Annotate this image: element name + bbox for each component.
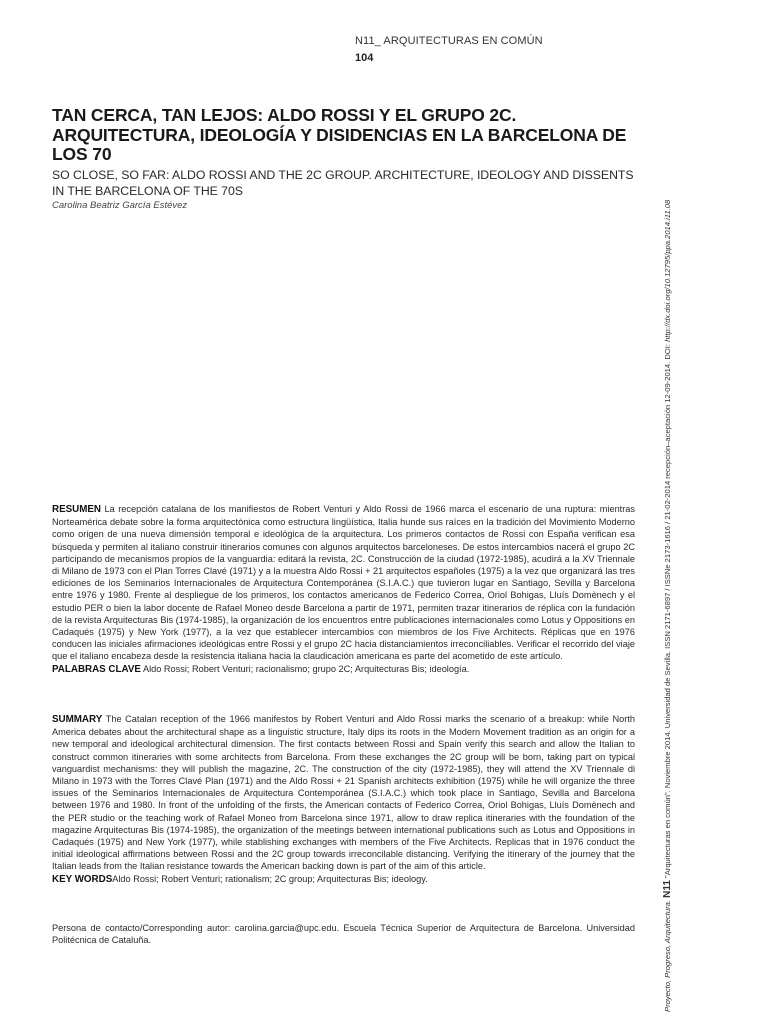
running-head: N11_ ARQUITECTURAS EN COMÚN xyxy=(355,35,543,47)
resumen-paragraph xyxy=(52,503,635,663)
side-issue-number: N11 xyxy=(662,880,673,898)
key-words-line xyxy=(52,873,635,886)
resumen-label: RESUMEN xyxy=(52,504,101,515)
resumen-text: La recepción catalana de los manifiestos de Robert Venturi y Aldo Rossi de 1966 marca el escenario de una ruptura: mientras Norteamérica debate sobre la forma arquitectónica como estructura lingüística, Italia hunde sus raíces en la tradición del Movimiento Moderno como origen de una nueva dimensión temporal e ideológica de la arquitectura. Los primeros contactos de Rossi con España verifican esa búsqueda y permiten al italiano construir itinerarios comunes con algunos arquitectos barceloneses. De estos intercambios nacerá el grupo 2C participando de mecanismos propios de la vanguardia: editará la revista, 2C. Construcción de la ciudad (1972-1985), acudirá a la XV Triennale di Milano de 1973 con el Plan Torres Clavé (1971) y a la muestra Aldo Rossi + 21 arquitectos españoles (1975) a la vez que organizará las tres ediciones de los Seminarios Internacionales de Arquitectura Contemporánea (S.I.A.C.) que tuvieron lugar en Santiago, Sevilla y Barcelona entre 1976 y 1980. Frente al despliegue de los primeros, los contactos americanos de Federico Correa, Oriol Bohigas, Lluís Domènech y el estudio PER o bien la labor docente de Rafael Moneo desde Barcelona a partir de 1971, permiten trazar itinerarios de réplica con la fundación de la revista Arquitecturas Bis (1974-1985), la organización de los encuentros entre publicaciones internacionales como Lotus y Oppositions en Cadaqués (1975) y New York (1977), a la vez que establecer intercambios con miembros de los Five Architects. Réplicas que en 1976 conducen las iniciales afirmaciones ideológicas entre Rossi y el grupo 2C hacia distanciamientos irreconciliables. Verificar el recorrido del viaje que el italiano encabeza desde la resistencia italiana hacia la claudicación americana es parte del acometido de este artículo. xyxy=(52,504,635,662)
page-number: 104 xyxy=(355,52,374,64)
contact-info xyxy=(52,922,635,946)
contact-label: Persona de contacto/Corresponding autor: xyxy=(52,923,231,933)
article-title-english: SO CLOSE, SO FAR: ALDO ROSSI AND THE 2C GROUP. ARCHITECTURE, IDEOLOGY AND DISSENTS IN THE BARCELONA OF THE 70S xyxy=(52,167,634,198)
title-block xyxy=(52,106,637,211)
side-doi-link[interactable]: http://dx.doi.org/10.12795/ppa.2014.i11.08 xyxy=(663,199,672,342)
summary-paragraph xyxy=(52,713,635,873)
palabras-clave-text: Aldo Rossi; Robert Venturi; racionalismo; grupo 2C; Arquitecturas Bis; ideología. xyxy=(142,663,470,674)
key-words-label: KEY WORDS xyxy=(52,873,113,885)
resumen-section xyxy=(52,503,635,676)
side-details: "Arquitecturas en común". Noviembre 2014. Universidad de Sevilla. ISSN 2171-6897 / ISSNe 2173-1616 / 21-02-2014 recepción–aceptación 12-09-2014. DOI: xyxy=(663,344,672,878)
summary-section xyxy=(52,713,635,886)
contact-text: carolina.garcia@upc.edu. Escuela Técnica Superior de Arquitectura de Barcelona. Universidad Politécnica de Cataluña. xyxy=(52,923,635,946)
author-name: Carolina Beatriz García Estévez xyxy=(52,199,188,211)
side-journal-name: Proyecto, Progreso, Arquitectura. xyxy=(663,900,672,1012)
key-words-text: Aldo Rossi; Robert Venturi; rationalism; 2C group; Arquitecturas Bis; ideology. xyxy=(112,873,428,884)
summary-text: The Catalan reception of the 1966 manifestos by Robert Venturi and Aldo Rossi marks the scenario of a breakup: while North America debates about the architectural shape as a linguistic structure, Italy dips its roots in the Modern Movement tradition as an origin for a new temporal and ideological architectural dimension. The first contacts between Rossi and Spain verify this search and allow the Italian to construct common itineraries with some architects from Barcelona. From these exchanges the 2C group will be born, taking part on typical vanguardist mechanisms: they will publish the magazine, 2C. The construction of the city (1972-1985), they will attend the XV Triennale di Milano in 1973 with the Torres Clavé Plan (1971) and the Aldo Rossi + 21 Spanish architects exhibition (1975) while he will organize the three issues of the Seminarios Internacionales de Arquitectura Contemporánea (S.I.A.C.) which took place in Santiago, Sevilla and Barcelona between 1976 and 1980. In front of the unfolding of the firsts, the American contacts of Federico Correa, Oriol Bohigas, Lluís Domènech and the PER studio or the teaching work of Rafael Moneo from Barcelona since 1971, allow to draw replica itineraries with the foundation of the magazine Arquitecturas Bis (1974-1985), the organization of the meetings between international publications such as Lotus and Oppositions in Cadaqués (1975) and New York (1977), while stablishing exchanges with members of the Five Architects. Replicas that in 1976 conduct the initial ideological affirmations between Rossi and the 2C group towards irreconcilable distancing. Verifying the itinerary of the journey that the Italian leads from the Italian resistance towards the American backing down is part of the aim of this article. xyxy=(52,714,635,872)
vertical-citation xyxy=(662,156,673,1012)
page-header xyxy=(355,35,543,64)
palabras-clave-line xyxy=(52,663,635,676)
summary-label: SUMMARY xyxy=(52,714,103,725)
article-title-spanish: TAN CERCA, TAN LEJOS: ALDO ROSSI Y EL GRUPO 2C. ARQUITECTURA, IDEOLOGÍA Y DISIDENCIAS EN LA BARCELONA DE LOS 70 xyxy=(52,105,627,164)
palabras-clave-label: PALABRAS CLAVE xyxy=(52,663,141,675)
